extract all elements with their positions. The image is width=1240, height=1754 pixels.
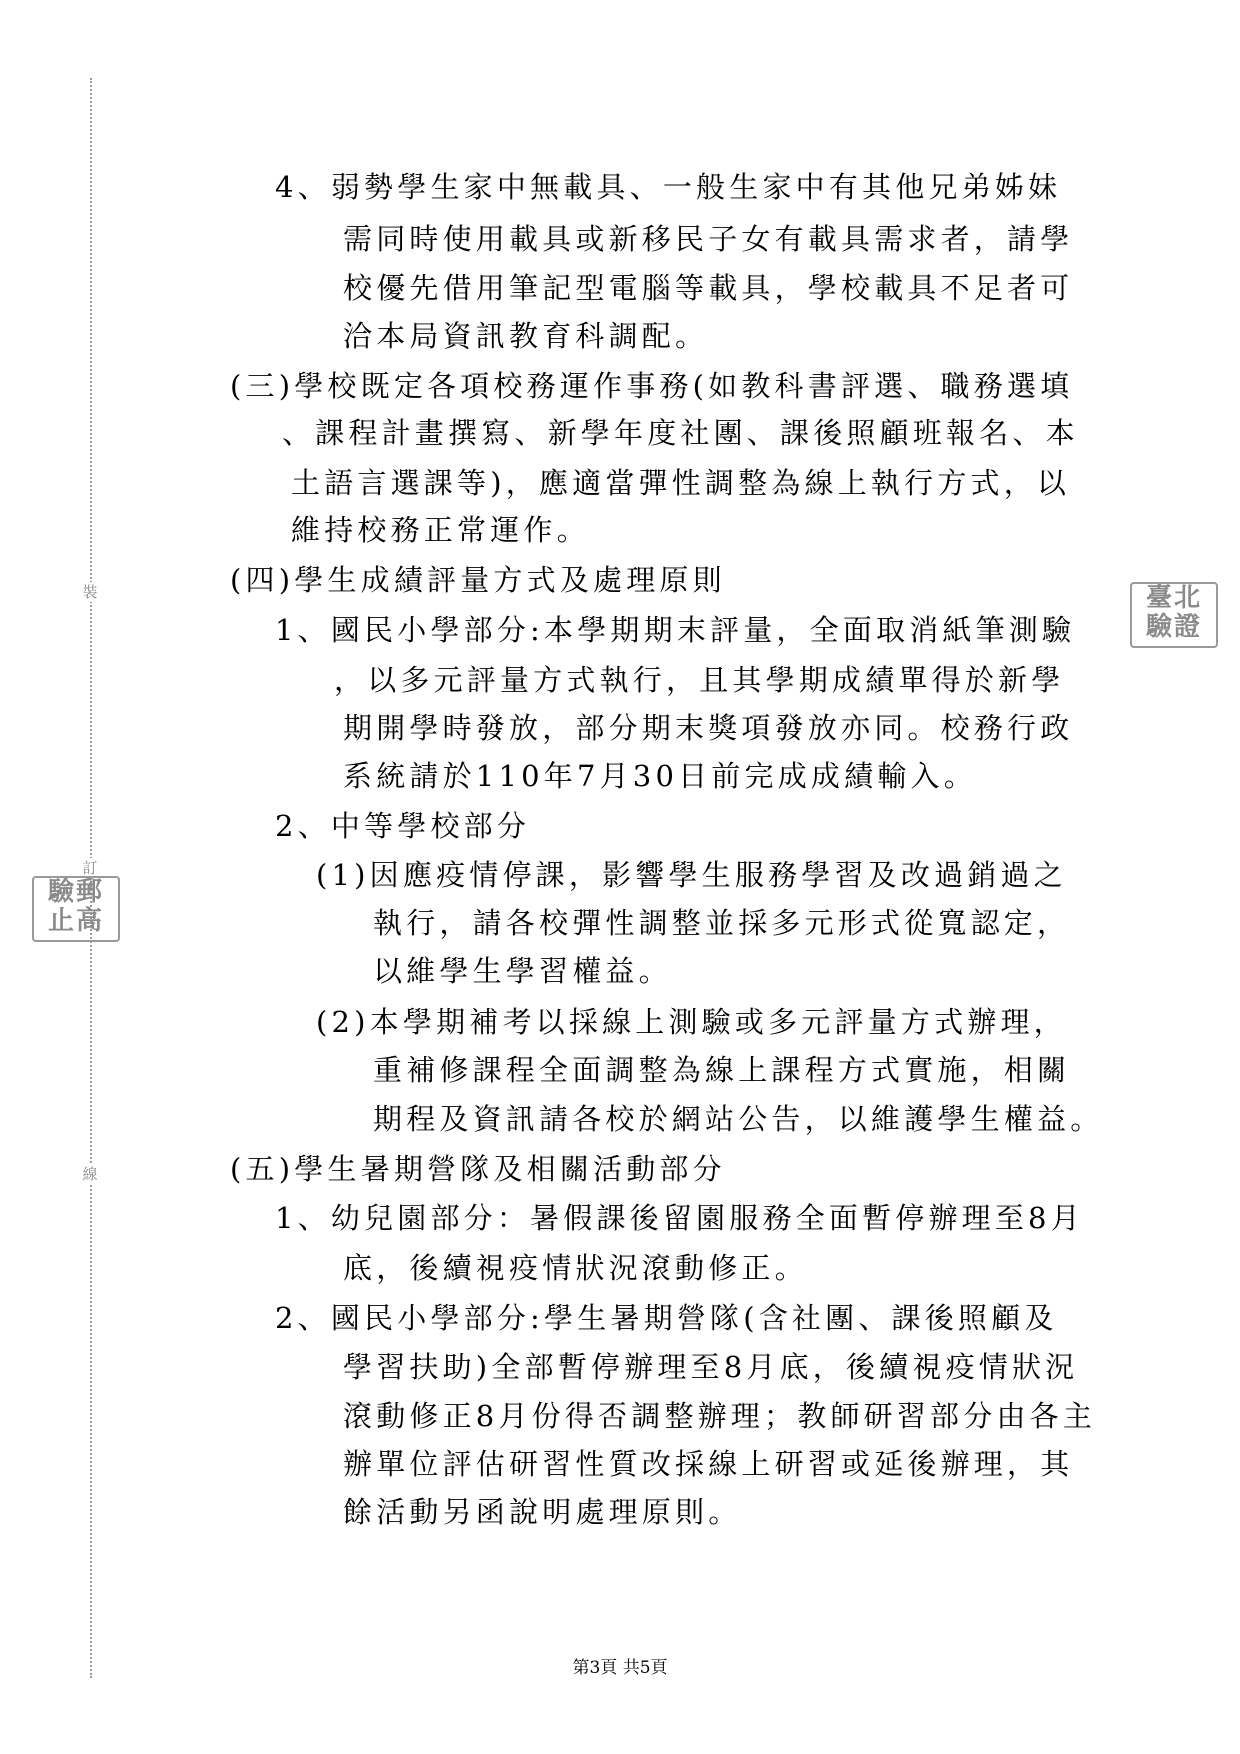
text-line: 辦單位評估研習性質改採線上研習或延後辦理，其 [343, 1447, 1074, 1481]
text-line: 維持校務正常運作。 [291, 513, 590, 547]
text-line: 土語言選課等)，應適當彈性調整為線上執行方式，以 [291, 466, 1071, 500]
text-line: 4、弱勢學生家中無載具、一般生家中有其他兄弟姊妹 [275, 170, 1062, 204]
seal-stamp-right-line-2: 驗證 [1145, 612, 1202, 642]
text-line: 執行，請各校彈性調整並採多元形式從寬認定， [373, 906, 1071, 940]
section-heading: (四)學生成績評量方式及處理原則 [230, 563, 726, 597]
text-line: 需同時使用載具或新移民子女有載具需求者，請學 [343, 222, 1074, 256]
text-line: 1、國民小學部分:本學期期末評量，全面取消紙筆測驗 [275, 613, 1076, 647]
text-line: (2)本學期補考以採線上測驗或多元評量方式辦理， [316, 1005, 1067, 1039]
text-line: 1、幼兒園部分：暑假課後留園服務全面暫停辦理至8月 [275, 1201, 1084, 1235]
binding-mark-xian: 線 [80, 1164, 100, 1184]
text-line: 期開學時發放，部分期末獎項發放亦同。校務行政 [343, 711, 1074, 745]
text-line: 以維學生學習權益。 [373, 954, 672, 988]
seal-stamp-right-line-1: 臺北 [1145, 583, 1202, 613]
text-line: 校優先借用筆記型電腦等載具，學校載具不足者可 [343, 271, 1074, 305]
section-heading: (三)學校既定各項校務運作事務(如教科書評選、職務選填 [230, 369, 1074, 403]
seal-stamp-left-line-2: 止高 [47, 906, 104, 936]
binding-mark-zhuang: 裝 [80, 582, 100, 602]
text-line: 底，後續視疫情狀況滾動修正。 [343, 1251, 808, 1285]
text-line: 餘活動另函說明處理原則。 [343, 1495, 742, 1529]
seal-stamp-left-line-1: 驗郵 [47, 877, 104, 907]
seal-stamp-right [1130, 582, 1218, 648]
text-line: (1)因應疫情停課，影響學生服務學習及改過銷過之 [316, 858, 1067, 892]
text-line: ，以多元評量方式執行，且其學期成績單得於新學 [334, 663, 1065, 697]
page-number: 第3頁 共5頁 [572, 1658, 668, 1678]
section-heading: (五)學生暑期營隊及相關活動部分 [230, 1152, 726, 1186]
text-line: 學習扶助)全部暫停辦理至8月底，後續視疫情狀況 [343, 1350, 1079, 1384]
text-line: 洽本局資訊教育科調配。 [343, 319, 709, 353]
text-line: 2、國民小學部分:學生暑期營隊(含社團、課後照顧及 [275, 1301, 1058, 1335]
text-line: 期程及資訊請各校於網站公告，以維護學生權益。 [373, 1102, 1104, 1136]
text-line: 系統請於110年7月30日前完成成績輸入。 [343, 759, 977, 793]
text-line: 滾動修正8月份得否調整辦理；教師研習部分由各主 [343, 1399, 1097, 1433]
subsection-heading: 2、中等學校部分 [275, 809, 531, 843]
binding-mark-ding: 訂 [80, 858, 100, 878]
seal-stamp-left [32, 876, 120, 942]
text-line: 、課程計畫撰寫、新學年度社團、課後照顧班報名、本 [282, 416, 1079, 450]
text-line: 重補修課程全面調整為線上課程方式實施，相關 [373, 1053, 1071, 1087]
